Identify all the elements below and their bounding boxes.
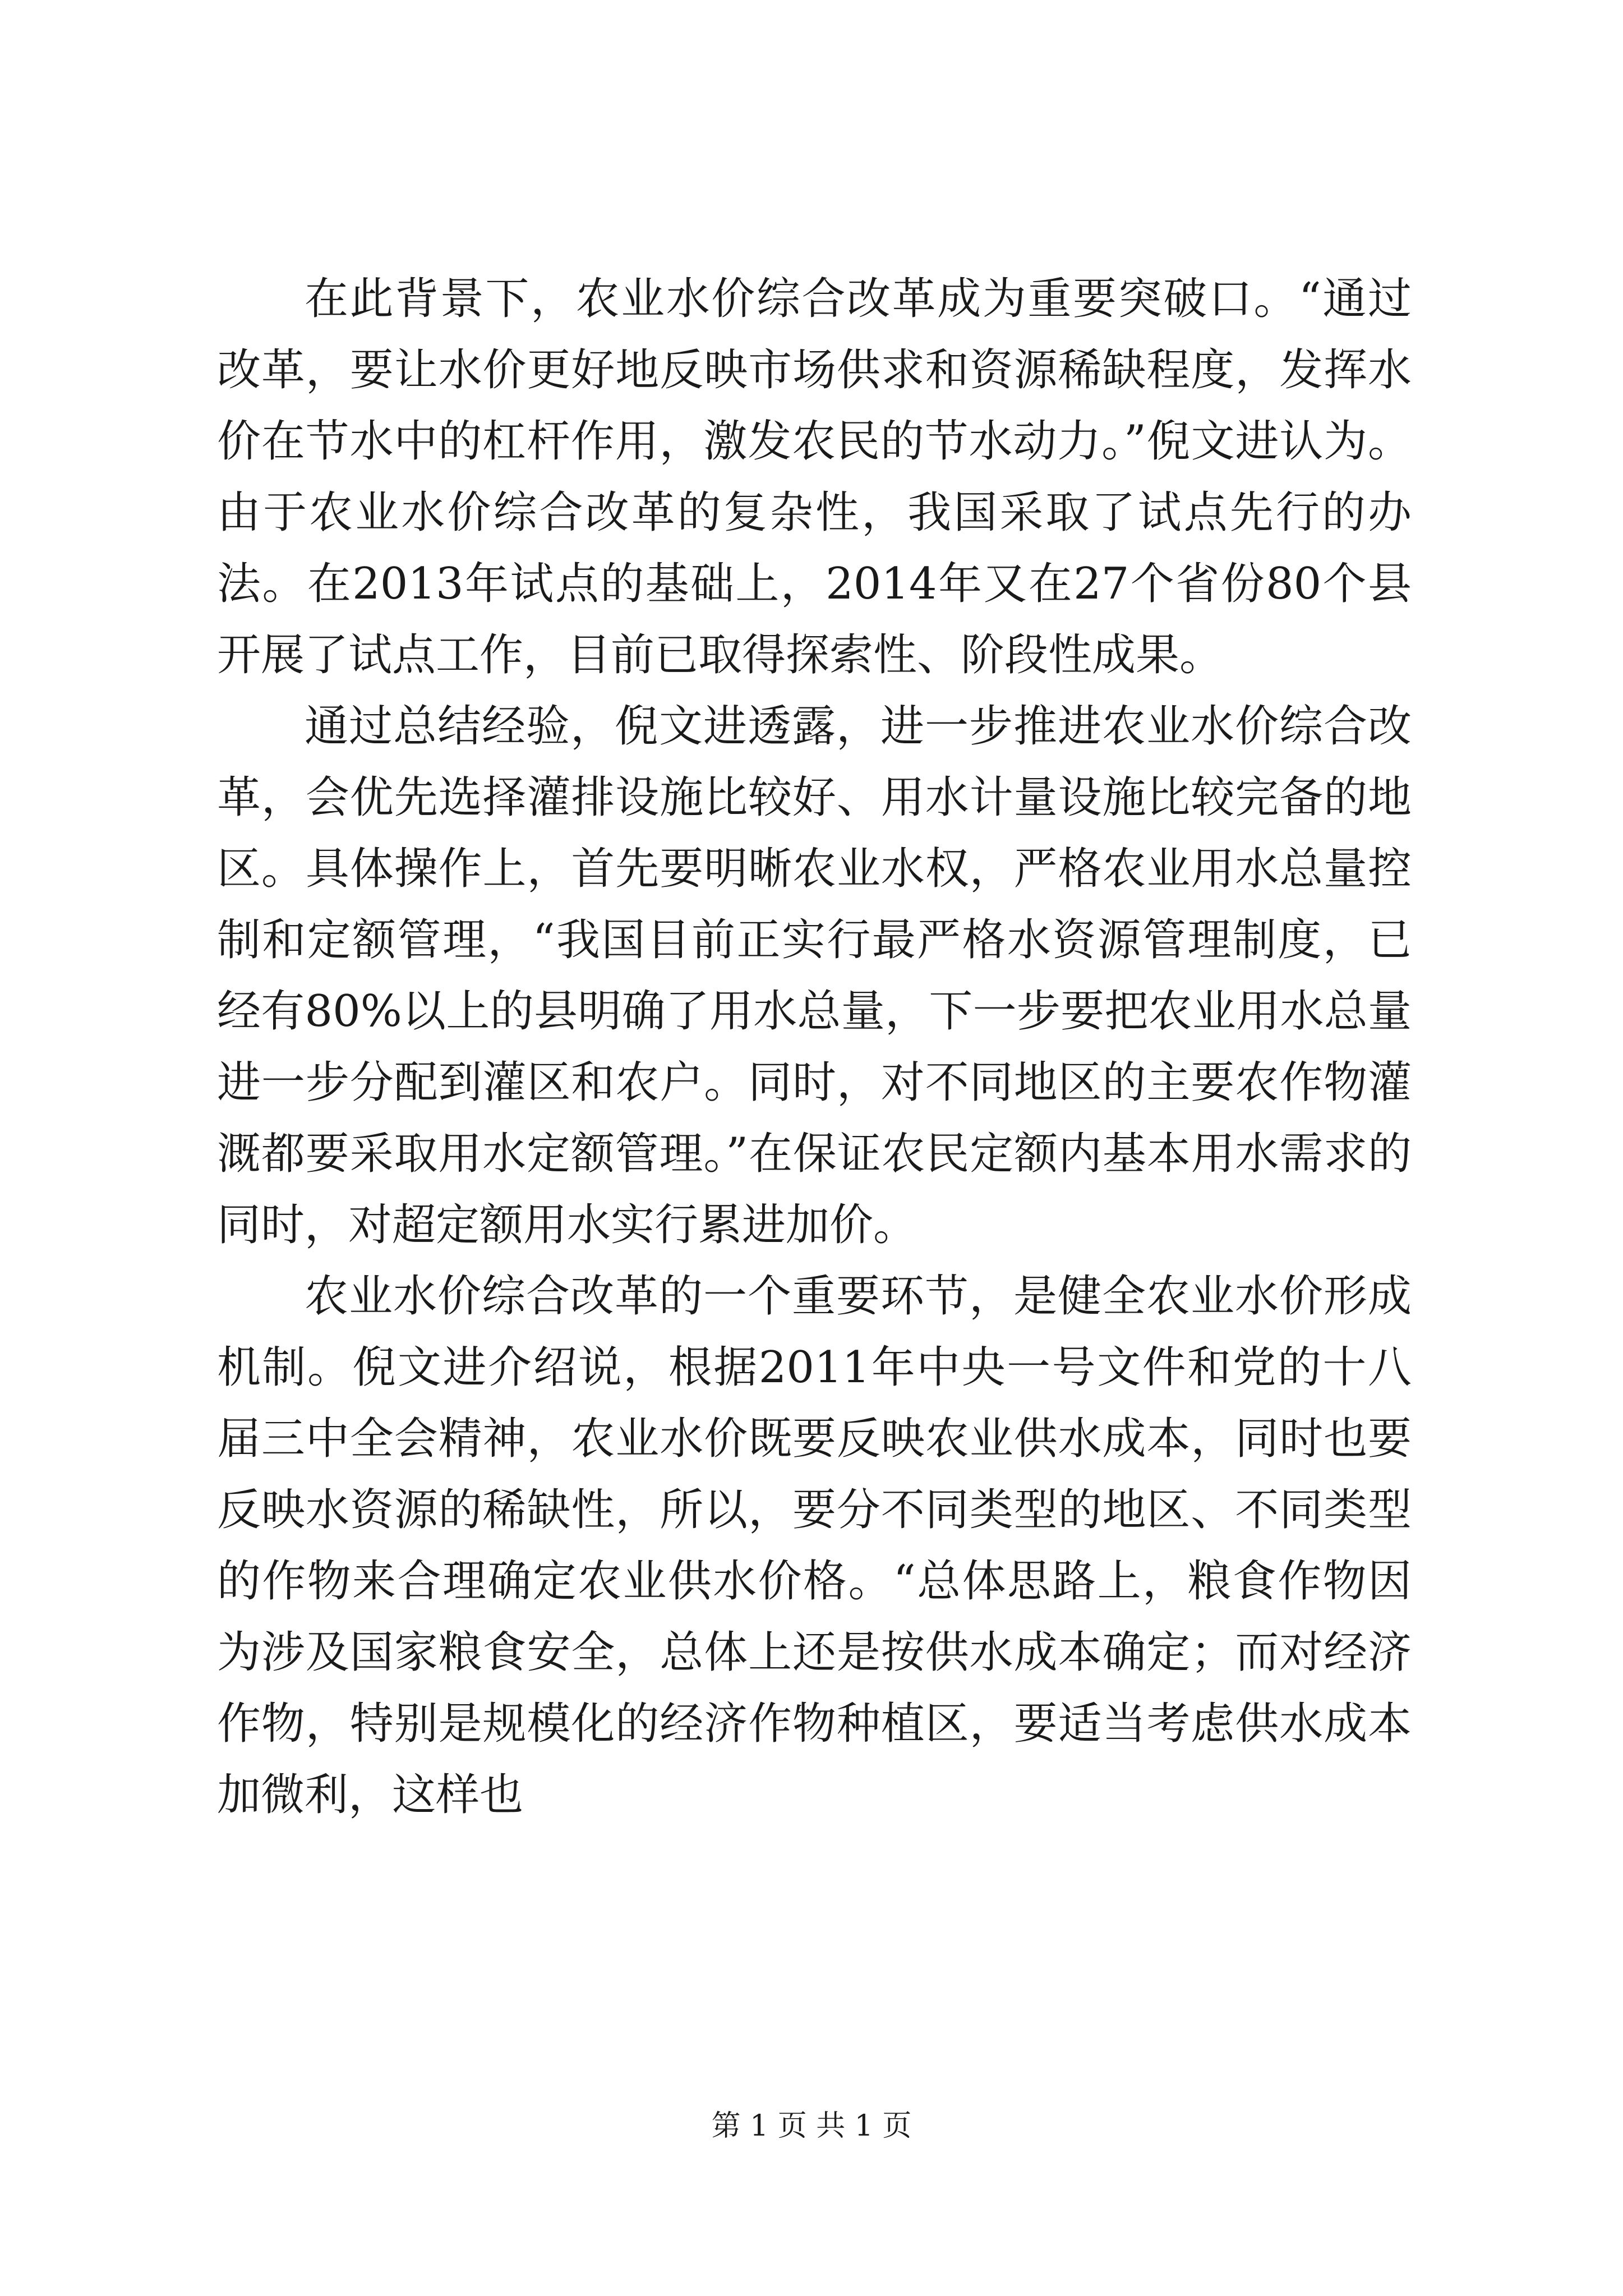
body-text: [217, 264, 1412, 1831]
paragraph: 农业水价综合改革的一个重要环节，是健全农业水价形成机制。倪文进介绍说，根据2011年中央一号文件和党的十八届三中全会精神，农业水价既要反映农业供水成本，同时也要反映水资源的稀缺性，所以，要分不同类型的地区、不同类型的作物来合理确定农业供水价格。“总体思路上，粮食作物因为涉及国家粮食安全，总体上还是按供水成本确定；而对经济作物，特别是规模化的经济作物种植区，要适当考虑供水成本加微利，这样也: [217, 1271, 1412, 1820]
page-footer: 第 1 页 共 1 页: [711, 2109, 912, 2143]
paragraph: 通过总结经验，倪文进透露，进一步推进农业水价综合改革，会优先选择灌排设施比较好、用水计量设施比较完备的地区。具体操作上，首先要明晰农业水权，严格农业用水总量控制和定额管理，“我国目前正实行最严格水资源管理制度，已经有80%以上的县明确了用水总量，下一步要把农业用水总量进一步分配到灌区和农户。同时，对不同地区的主要农作物灌溉都要采取用水定额管理。”在保证农民定额内基本用水需求的同时，对超定额用水实行累进加价。: [217, 701, 1412, 1250]
paragraph: 在此背景下，农业水价综合改革成为重要突破口。“通过改革，要让水价更好地反映市场供求和资源稀缺程度，发挥水价在节水中的杠杆作用，激发农民的节水动力。”倪文进认为。由于农业水价综合改革的复杂性，我国采取了试点先行的办法。在2013年试点的基础上，2014年又在27个省份80个县开展了试点工作，目前已取得探索性、阶段性成果。: [217, 274, 1412, 680]
